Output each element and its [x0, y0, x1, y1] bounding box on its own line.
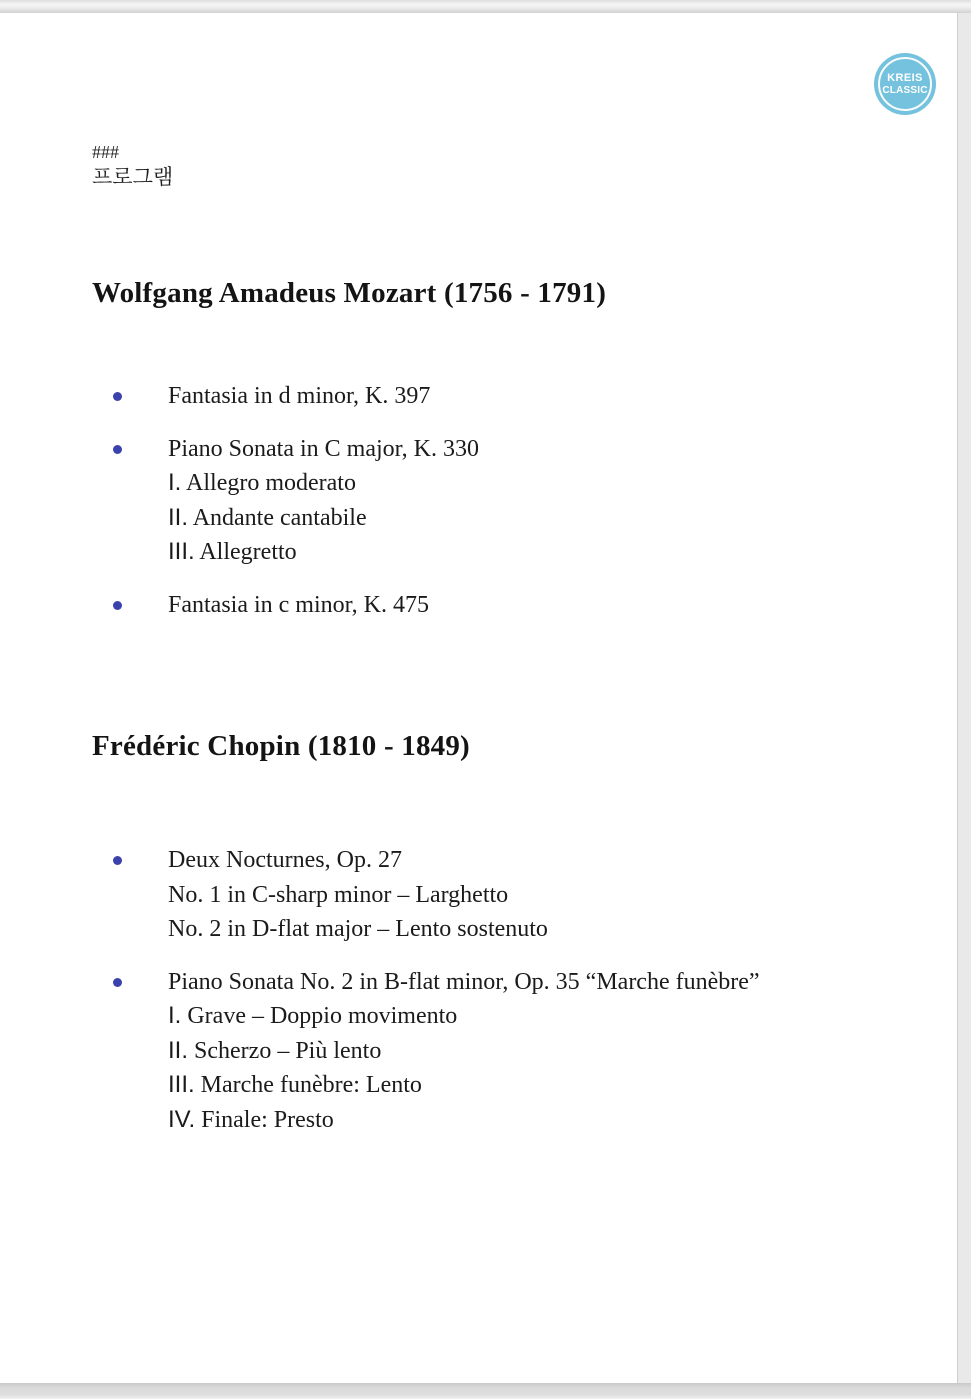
composer-section-mozart: [92, 275, 897, 641]
bullet-icon: [113, 978, 122, 987]
movement-name: Marche funèbre: Lento: [194, 1072, 422, 1098]
movement-line: [168, 466, 897, 501]
movement-number: III.: [168, 538, 195, 565]
movement-name: Finale: Presto: [195, 1106, 334, 1133]
movement-number: III.: [168, 1071, 195, 1098]
viewer-bottom-band: [0, 1383, 971, 1399]
movement-line: [168, 1034, 897, 1069]
movement-number: IV.: [168, 1105, 196, 1133]
logo-text: [882, 72, 927, 95]
movement-line: [168, 912, 897, 947]
movement-line: [168, 535, 897, 570]
bullet-icon: [113, 601, 122, 610]
movement-line: [168, 1068, 897, 1103]
movement-line: [168, 878, 897, 913]
kreis-classic-logo: [874, 53, 936, 115]
movement-name: No. 1 in C-sharp minor – Larghetto: [168, 881, 509, 908]
viewer-top-band: [0, 0, 971, 13]
work-title: Deux Nocturnes, Op. 27: [168, 847, 402, 873]
movement-line: [168, 1103, 897, 1138]
page-meta: [92, 141, 173, 191]
work-title: Piano Sonata No. 2 in B-flat minor, Op. 35 “Marche funèbre”: [168, 968, 760, 995]
movement-name: Scherzo – Più lento: [188, 1037, 382, 1064]
composer-section-chopin: [92, 728, 897, 1156]
bullet-icon: [113, 445, 122, 454]
works-list: [92, 844, 897, 1137]
work-item: [92, 433, 897, 570]
movement-name: Allegro moderato: [181, 470, 356, 496]
work-item: [92, 966, 897, 1138]
movement-number: II.: [168, 503, 189, 531]
movement-number: II.: [168, 1036, 189, 1064]
bullet-icon: [113, 392, 122, 401]
hash-marks: ###: [92, 142, 119, 162]
work-item: [92, 589, 897, 623]
work-item: [92, 380, 897, 414]
movement-number: I.: [168, 1002, 182, 1029]
works-list: [92, 380, 897, 622]
work-title: Fantasia in c minor, K. 475: [168, 591, 429, 618]
movement-name: No. 2 in D-flat major – Lento sostenuto: [168, 916, 548, 942]
program-page: [0, 13, 957, 1383]
composer-heading: Frédéric Chopin (1810 - 1849): [92, 730, 470, 762]
movement-line: [168, 999, 897, 1034]
movement-name: Allegretto: [194, 539, 297, 565]
logo-line2: CLASSIC: [882, 84, 928, 96]
movement-name: Andante cantabile: [188, 504, 367, 531]
program-title-korean: 프로그램: [92, 166, 174, 189]
viewer-right-gutter: [957, 13, 971, 1383]
movement-line: [168, 501, 897, 536]
composer-heading: Wolfgang Amadeus Mozart (1756 - 1791): [92, 277, 607, 309]
bullet-icon: [113, 856, 122, 865]
movement-name: Grave – Doppio movimento: [181, 1003, 458, 1029]
work-title: Fantasia in d minor, K. 397: [168, 383, 431, 409]
work-title: Piano Sonata in C major, K. 330: [168, 435, 480, 462]
logo-line1: KREIS: [887, 72, 923, 85]
movement-number: I.: [168, 469, 182, 496]
work-item: [92, 844, 897, 947]
